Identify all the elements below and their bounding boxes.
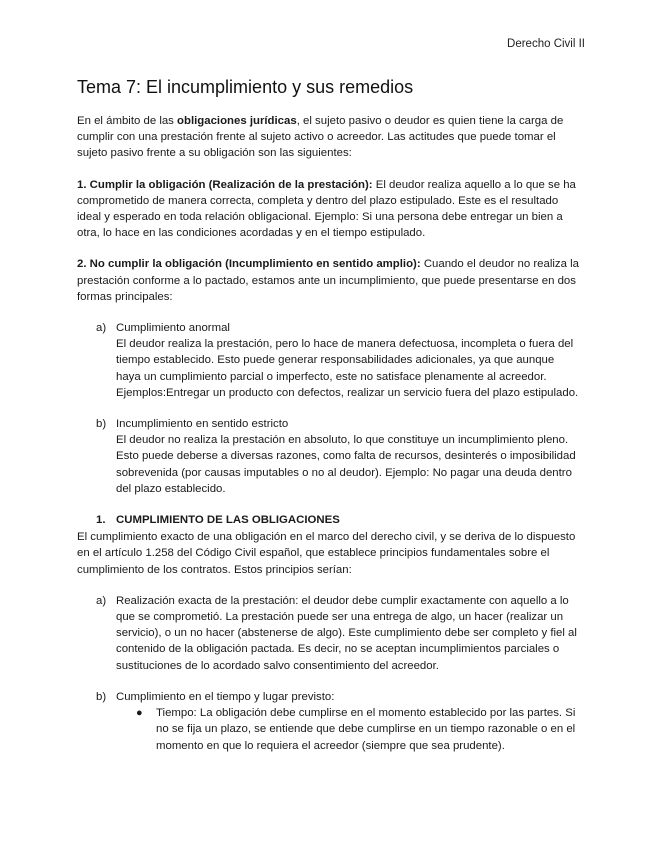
point-1-heading: 1. Cumplir la obligación (Realización de la prestación): [77, 178, 373, 191]
point-1-text: El deudor realiza aquello a lo que se ha comprometido de manera correcta, completa y dentro del plazo estipulado. Este es el resultado ideal y esperado en toda relación obligacional. Ejemplo: Si una persona debe entregar un bien a otra, lo hace en las condiciones acordadas y en el tiempo estipulado. [77, 178, 576, 240]
principle-text: Realización exacta de la prestación: el deudor debe cumplir exactamente con aquello a lo que se comprometió. La prestación puede ser una entrega de algo, un hacer (realizar un servicio), o un no hacer (abstenerse de algo). Este cumplimiento debe ser completo y fiel al contenido de la obligación pactada. Es decir, no se aceptan incumplimientos parciales o sustituciones de lo acordado salvo consentimiento del acreedor. [116, 594, 577, 672]
point-2-paragraph [77, 256, 580, 305]
document-body [77, 76, 580, 769]
section-1-paragraph: El cumplimiento exacto de una obligación en el marco del derecho civil, y se deriva de lo dispuesto en el artículo 1.258 del Código Civil español, que establece principios fundamentales sobre el cumplimiento de los contratos. Estos principios serían: [77, 531, 576, 576]
list-marker: a) [96, 322, 107, 335]
bullet-dot-icon: ● [136, 707, 143, 720]
section-number: 1. [96, 514, 106, 527]
point-2-heading: 2. No cumplir la obligación (Incumplimiento en sentido amplio): [77, 258, 421, 271]
intro-bold-term: obligaciones jurídicas [177, 115, 297, 127]
page-header: Derecho Civil II [507, 38, 585, 50]
list-marker: b) [96, 690, 107, 703]
sublist-item-heading: Incumplimiento en sentido estricto [116, 418, 289, 431]
point-2-text: Cuando el deudor no realiza la prestación conforme a lo pactado, estamos ante un incumplimiento, que puede presentarse en dos formas principales: [77, 258, 579, 303]
document-title: Tema 7: El incumplimiento y sus remedios [77, 77, 414, 97]
principle-text: Cumplimiento en el tiempo y lugar previsto: [116, 690, 335, 703]
intro-text-end: , el sujeto pasivo o deudor es quien tiene la carga de cumplir con una prestación frente al sujeto activo o acreedor. Las actitudes que puede tomar el sujeto pasivo frente a su obligación son las siguientes: [77, 115, 564, 160]
bullet-item [116, 705, 580, 754]
list-marker: b) [96, 418, 107, 431]
section-1-heading [77, 512, 580, 528]
principle-item-b [77, 689, 580, 754]
sublist-item-text: El deudor no realiza la prestación en absoluto, lo que constituye un incumplimiento pleno. Esto puede deberse a diversas razones, como falta de recursos, desinterés o imposibilidad sobrevenida (por causas imputables o no al deudor). Ejemplo: No pagar una deuda dentro del plazo establecido. [116, 434, 576, 495]
sublist-item-b [77, 416, 580, 497]
point-1-paragraph [77, 177, 580, 242]
list-marker: a) [96, 594, 107, 607]
principle-item-a [77, 593, 580, 674]
sublist-item-heading: Cumplimiento anormal [116, 322, 230, 335]
intro-paragraph [77, 113, 580, 162]
intro-text-start: En el ámbito de las [77, 115, 178, 127]
sublist-item-text: El deudor realiza la prestación, pero lo hace de manera defectuosa, incompleta o fuera del tiempo establecido. Esto puede generar responsabilidades adicionales, ya que aunque haya un cumplimiento parcial o imperfecto, este no satisface plenamente al acreedor. Ejemplos:Entregar un producto con defectos, realizar un servicio fuera del plazo estipulado. [116, 338, 579, 399]
bullet-text: Tiempo: La obligación debe cumplirse en el momento establecido por las partes. Si no se fija un plazo, se entiende que debe cumplirse en un tiempo razonable o en el momento en que lo requiera el acreedor (siempre que sea prudente). [156, 707, 576, 752]
sublist-item-a [77, 320, 580, 401]
section-title: CUMPLIMIENTO DE LAS OBLIGACIONES [116, 514, 340, 527]
